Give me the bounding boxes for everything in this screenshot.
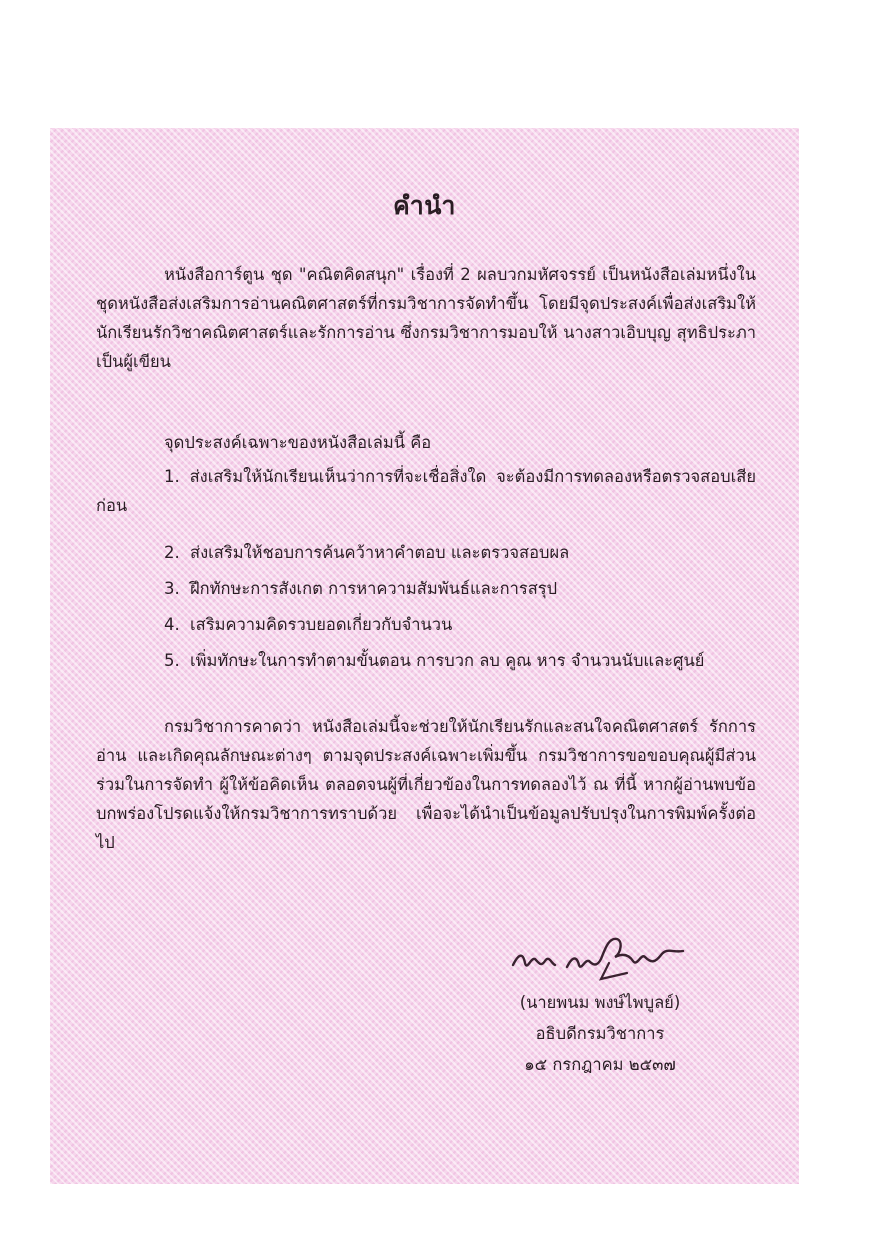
objective-number: 3.: [164, 579, 180, 598]
preface-panel: [50, 128, 799, 1184]
objective-text: เพิ่มทักษะในการทำตามขั้นตอน การบวก ลบ คูณ หาร จำนวนนับและศูนย์: [190, 651, 705, 670]
closing-paragraph: กรมวิชาการคาดว่า หนังสือเล่มนี้จะช่วยให้นักเรียนรักและสนใจคณิตศาสตร์ รักการอ่าน และเกิดคุณลักษณะต่างๆ ตามจุดประสงค์เฉพาะเพิ่มขึ้น กรมวิชาการขอขอบคุณผู้มีส่วนร่วมในการจัดทำ ผู้ให้ข้อคิดเห็น ตลอดจนผู้ที่เกี่ยวข้องในการทดลองไว้ ณ ที่นี้ หากผู้อ่านพบข้อบกพร่องโปรดแจ้งให้กรมวิชาการทราบด้วย เพื่อจะได้นำเป็นข้อมูลปรับปรุงในการพิมพ์ครั้งต่อไป: [96, 717, 756, 852]
signature-date: ๑๕ กรกฎาคม ๒๕๓๗: [524, 1055, 676, 1074]
objective-text: ส่งเสริมให้นักเรียนเห็นว่าการที่จะเชื่อสิ่งใด จะต้องมีการทดลองหรือตรวจสอบเสียก่อน: [96, 467, 756, 515]
objective-item-1: [96, 462, 756, 520]
signatory-name: (นายพนม พงษ์ไพบูลย์): [519, 993, 681, 1012]
objective-text: ฝึกทักษะการสังเกต การหาความสัมพันธ์และการสรุป: [190, 579, 558, 598]
objective-number: 5.: [164, 651, 180, 670]
signatory-position: อธิบดีกรมวิชาการ: [535, 1024, 665, 1043]
intro-paragraph: หนังสือการ์ตูน ชุด "คณิตคิดสนุก" เรื่องที่ 2 ผลบวกมหัศจรรย์ เป็นหนังสือเล่มหนึ่งในชุดหนังสือส่งเสริมการอ่านคณิตศาสตร์ที่กรมวิชาการจัดทำขึ้น โดยมีจุดประสงค์เพื่อส่งเสริมให้นักเรียนรักวิชาคณิตศาสตร์และรักการอ่าน ซึ่งกรมวิชาการมอบให้ นางสาวเอิบบุญ สุทธิประภา เป็นผู้เขียน: [96, 265, 756, 371]
objective-item-4: [96, 610, 756, 639]
objective-item-3: [96, 574, 756, 603]
objective-item-2: [96, 538, 756, 567]
objective-number: 1.: [164, 467, 180, 486]
page-title: คำนำ: [393, 191, 456, 220]
objective-number: 4.: [164, 615, 180, 634]
objective-number: 2.: [164, 543, 180, 562]
objectives-heading: จุดประสงค์เฉพาะของหนังสือเล่มนี้ คือ: [164, 433, 432, 452]
objective-item-5: [96, 646, 756, 675]
objective-text: ส่งเสริมให้ชอบการค้นคว้าหาคำตอบ และตรวจสอบผล: [190, 543, 570, 562]
objective-text: เสริมความคิดรวบยอดเกี่ยวกับจำนวน: [190, 615, 453, 634]
handwritten-signature: [505, 923, 705, 983]
